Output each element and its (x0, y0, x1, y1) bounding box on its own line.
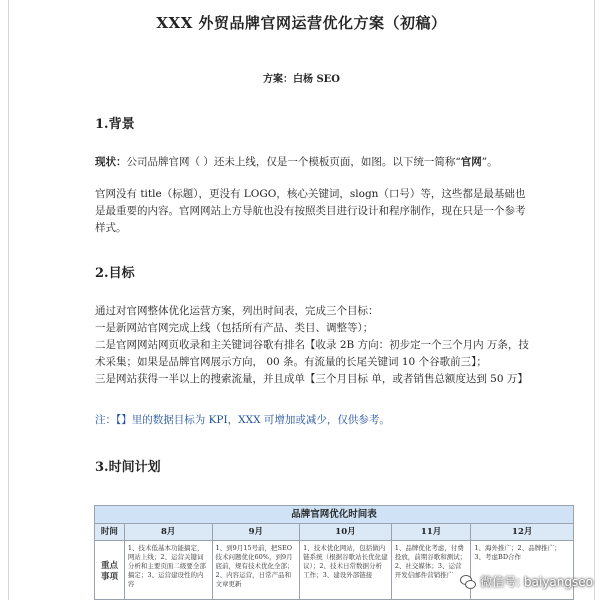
table-row-label: 重点事项 (95, 541, 125, 600)
document-subtitle: 方案：白杨 SEO (262, 74, 341, 85)
table-row (95, 541, 573, 600)
table-header-sep: 9月 (213, 524, 301, 540)
goals-note: 注：【】里的数据目标为 KPI，XXX 可增加或减少，仅供参考。 (95, 414, 390, 426)
table-cell-nov: 1、品牌优化考虑，付费投放，前期谷歌和测试；2、社交媒体；3、运营开发信邮件营销推广 (392, 541, 472, 600)
table-cell-oct: 1、技术优化网站，包括做内链系统（根据谷歌站长优化建议）；2、技术日常数据分析工作；3、建设外部链接 (300, 541, 392, 600)
table-cell-aug: 1、技术低基本功能搞定，网站上线；2、运营关键词分析和主要页面二级要全部搞定；3、运营建设性的内容 (125, 541, 213, 600)
table-header-row (95, 524, 573, 541)
goal-2: 二是官网网站网页收录和主关键词谷歌有排名【收录 2B 方向：初步定一个三个月内 万条，技术采集；如果是品牌官网展示方向， 00 条。有流量的长尾关键词 10 个谷歌前三】； (95, 339, 529, 368)
table-header-time: 时间 (95, 524, 125, 540)
background-paragraph (95, 186, 535, 237)
table-header-oct: 10月 (300, 524, 392, 540)
status-end: ”。 (481, 156, 498, 168)
section-heading-goals: 2.目标 (95, 266, 135, 281)
goals-paragraph (95, 303, 535, 388)
table-cell-dec: 1、海外推广；2、品牌推广；3、考虑BD合作 (474, 544, 561, 561)
status-paragraph (95, 154, 535, 171)
table-cell-sep: 1、到9月15号前，把SEO技术问题优化60%，到9月底前，规有技术优化全部；2、内容运营，日常产品和文章更新 (213, 541, 301, 600)
watermark-text: 微信号: baiyangseo (480, 575, 593, 589)
table-header-aug: 8月 (125, 524, 213, 540)
document-title: XXX 外贸品牌官网运营优化方案（初稿） (156, 14, 447, 32)
section-heading-timeline: 3.时间计划 (95, 460, 161, 475)
goal-1: 一是新网站官网完成上线（包括所有产品、类目、调整等）； (95, 322, 374, 334)
wechat-watermark (460, 573, 593, 590)
table-title: 品牌官网优化时间表 (95, 506, 573, 524)
goals-intro: 通过对官网整体优化运营方案，列出时间表，完成三个目标： (95, 305, 379, 317)
status-bold: 官网 (460, 156, 482, 168)
status-label: 现状： (95, 156, 127, 168)
table-header-nov: 11月 (392, 524, 472, 540)
background-text: 官网没有 title（标题），更没有 LOGO，核心关键词，slogn（口号）等，这些都是最基础也是最重要的内容。官网网站上方导航也没有按照类目进行设计和程序制作，现在只是一个参考样式。 (95, 188, 526, 234)
goal-3: 三是网站获得一半以上的搜索流量，并且成单【三个月目标 单，或者销售总额度达到 50 万】 (95, 373, 528, 385)
wechat-icon (460, 575, 476, 589)
table-header-dec: 12月 (512, 527, 533, 537)
section-heading-background: 1.背景 (95, 117, 135, 132)
status-text: 公司品牌官网（ ）还未上线，仅是一个模板页面，如图。以下统一简称“ (126, 156, 461, 168)
